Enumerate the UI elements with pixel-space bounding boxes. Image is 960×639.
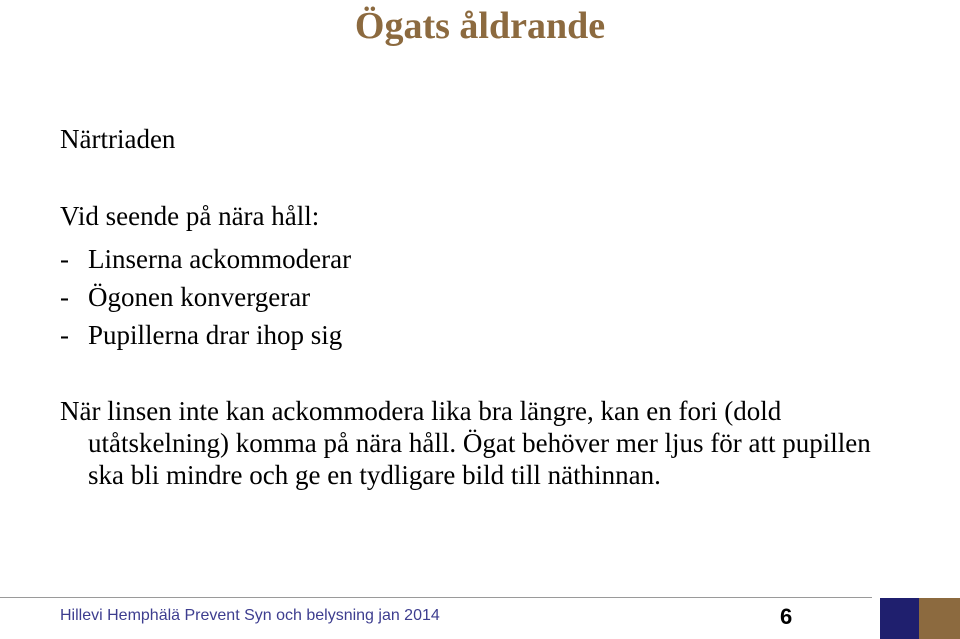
list-item-text: Linserna ackommoderar xyxy=(88,244,352,274)
decor-navy-block xyxy=(880,598,919,639)
section-heading: Närtriaden xyxy=(60,124,176,154)
bullet-dash: - xyxy=(60,320,69,350)
list-item xyxy=(60,240,351,278)
bullet-list xyxy=(60,240,351,354)
page-number: 6 xyxy=(780,604,793,629)
bullet-dash: - xyxy=(60,244,69,274)
decor-brown-block xyxy=(919,598,960,639)
list-item xyxy=(60,316,351,354)
footer-author-text: Hillevi Hemphälä Prevent Syn och belysning jan 2014 xyxy=(60,607,440,624)
footer-divider xyxy=(0,597,872,598)
slide-title: Ögats åldrande xyxy=(354,5,606,47)
list-item xyxy=(60,278,351,316)
list-item-text: Pupillerna drar ihop sig xyxy=(88,320,343,350)
body-paragraph: När linsen inte kan ackommodera lika bra längre, kan en fori (dold utåtskelning) komma på nära håll. Ögat behöver mer ljus för att pupillen ska bli mindre och ge en tydligare bild till näthinnan. xyxy=(60,396,871,490)
intro-text: Vid seende på nära håll: xyxy=(60,201,320,231)
list-item-text: Ögonen konvergerar xyxy=(88,282,311,312)
bullet-dash: - xyxy=(60,282,69,312)
